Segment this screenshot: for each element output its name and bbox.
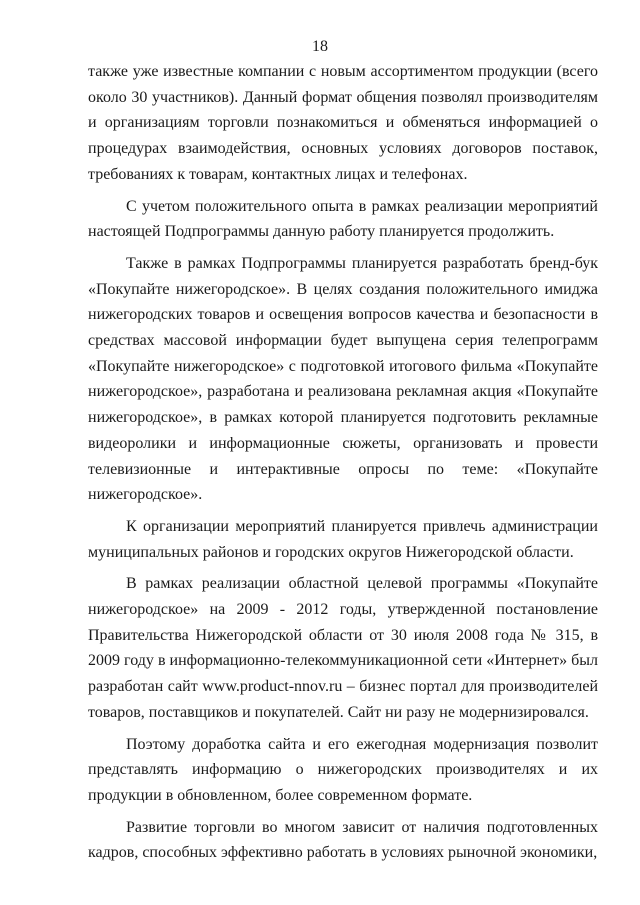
paragraph-website-history: В рамках реализации областной целевой программы «Покупайте нижегородское» на 2009 - 2012 годы, утвержденной постановление Правительства Нижегородской области от 30 июля 2008 года № 315, в 2009 году в информационно-телекоммуникационной сети «Интернет» был разработан сайт www.product-nnov.ru – бизнес портал для производителей товаров, поставщиков и покупателей. Сайт ни разу не модернизировался.: [88, 575, 598, 721]
paragraph-brand-book: Также в рамках Подпрограммы планируется разработать бренд-бук «Покупайте нижегородское». В целях создания положительного имиджа нижегородских товаров и освещения вопросов качества и безопасности в средствах массовой информации будет выпущена серия телепрограмм «Покупайте нижегородское» с подготовкой итогового фильма «Покупайте нижегородское», разработана и реализована рекламная акция «Покупайте нижегородское», в рамках которой планируется подготовить рекламные видеоролики и информационные сюжеты, организовать и провести телевизионные и интерактивные опросы по теме: «Покупайте нижегородское».: [88, 254, 598, 504]
document-body: [88, 59, 598, 866]
paragraph-trade-development: Развитие торговли во многом зависит от наличия подготовленных кадров, способных эффективно работать в условиях рыночной экономики,: [88, 818, 598, 862]
paragraph-positive-experience: С учетом положительного опыта в рамках реализации мероприятий настоящей Подпрограммы данную работу планируется продолжить.: [88, 197, 598, 241]
page-number: 18: [312, 38, 328, 55]
paragraph-continuation: также уже известные компании с новым ассортиментом продукции (всего около 30 участников). Данный формат общения позволял производителям и организациям торговли познакомиться и обменяться информацией о процедурах взаимодействия, основных условиях договоров поставок, требованиях к товарам, контактных лицах и телефонах.: [88, 63, 598, 183]
paragraph-municipal-administrations: К организации мероприятий планируется привлечь администрации муниципальных районов и городских округов Нижегородской области.: [88, 517, 598, 561]
paragraph-website-modernization: Поэтому доработка сайта и его ежегодная модернизация позволит представлять информацию о нижегородских производителях и их продукции в обновленном, более современном формате.: [88, 735, 598, 804]
